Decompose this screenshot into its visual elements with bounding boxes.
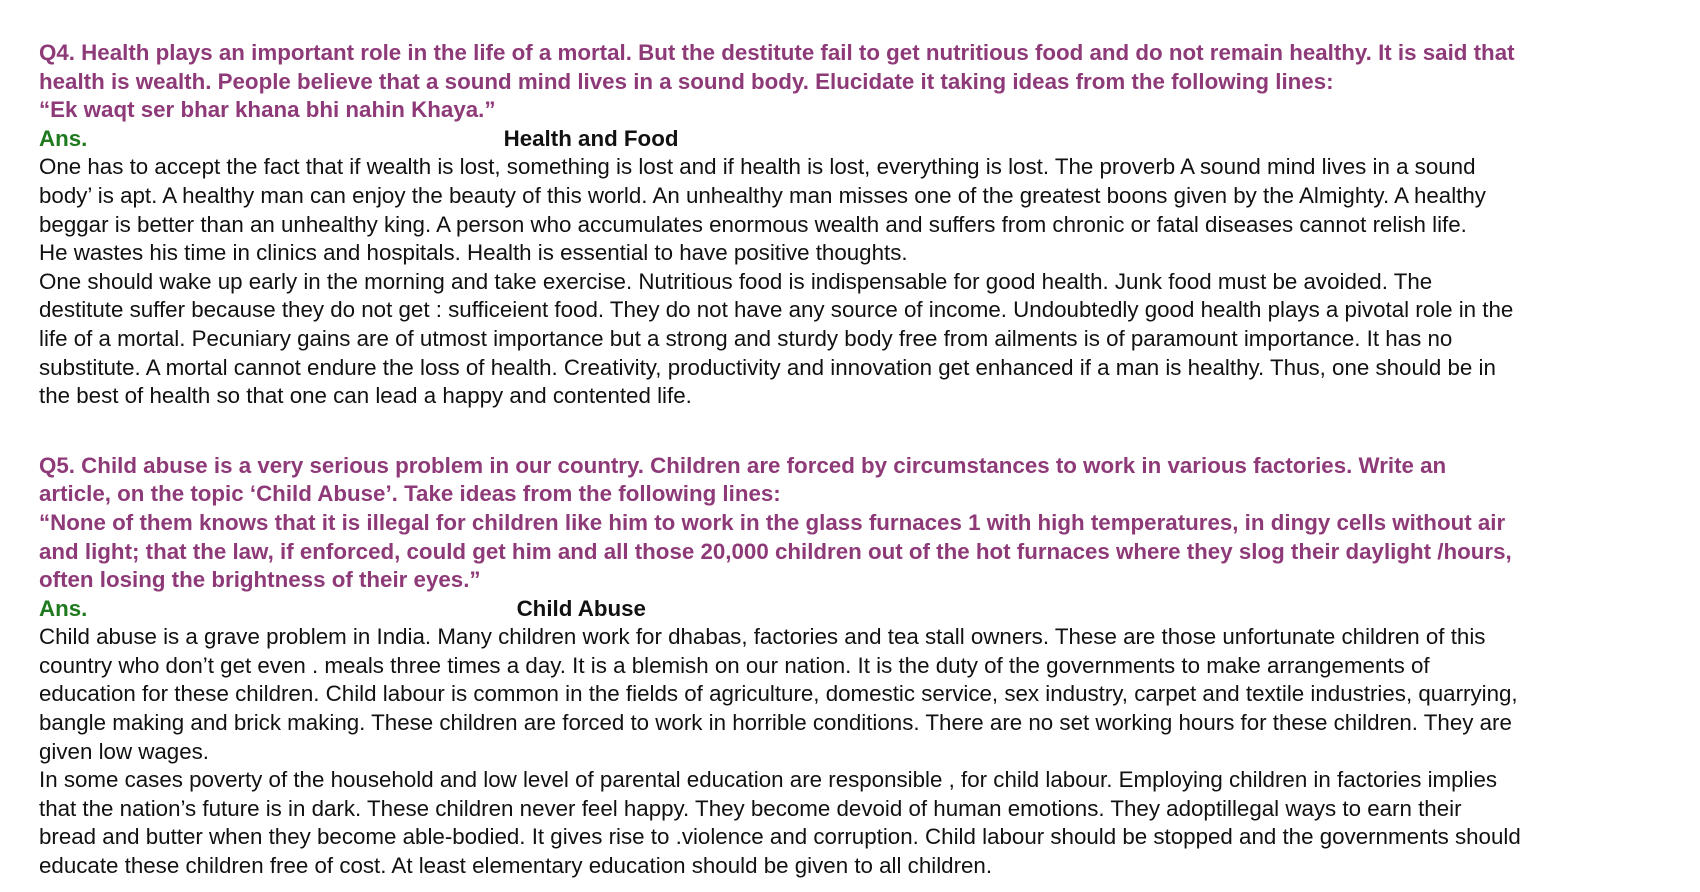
answer-line: In some cases poverty of the household and low level of parental education are responsible , for child labour. Employing children in factories implies <box>39 767 1498 793</box>
question-line: “Ek waqt ser bhar khana bhi nahin Khaya.” <box>39 97 496 123</box>
answer-line: bangle making and brick making. These children are forced to work in horrible conditions. There are no set working hours for these children. They are <box>39 710 1512 736</box>
answer-line: given low wages. <box>39 738 210 764</box>
answer-line: that the nation’s future is in dark. These children never feel happy. They become devoid of human emotions. They adoptillegal ways to earn their <box>39 795 1462 821</box>
section-spacer <box>39 411 1699 452</box>
question-line: article, on the topic ‘Child Abuse’. Take ideas from the following lines: <box>39 481 781 507</box>
question-line: and light; that the law, if enforced, could get him and all those 20,000 children out of the hot furnaces where they slog their daylight /hours, <box>39 538 1512 564</box>
answer-line: One has to accept the fact that if wealth is lost, something is lost and if health is lost, everything is lost. The proverb A sound mind lives in a sound <box>39 154 1476 180</box>
document-page <box>39 39 1699 881</box>
answer-line: education for these children. Child labour is common in the fields of agriculture, domestic service, sex industry, carpet and textile industries, quarrying, <box>39 681 1518 707</box>
answer-label: Ans. <box>39 595 88 621</box>
answer-body-q4 <box>39 153 1699 410</box>
answer-line: destitute suffer because they do not get : sufficeient food. They do not have any source of income. Undoubtedly good health plays a pivotal role in the <box>39 297 1514 323</box>
answer-body-q5 <box>39 623 1699 880</box>
answer-title: Child Abuse <box>516 595 646 621</box>
question-line: often losing the brightness of their eyes.” <box>39 567 481 593</box>
question-block-q5 <box>39 452 1699 595</box>
answer-line: He wastes his time in clinics and hospitals. Health is essential to have positive thoughts. <box>39 240 908 266</box>
answer-line: country who don’t get even . meals three times a day. It is a blemish on our nation. It is the duty of the governments to make arrangements of <box>39 652 1430 678</box>
answer-line: substitute. A mortal cannot endure the loss of health. Creativity, productivity and innovation get enhanced if a man is healthy. Thus, one should be in <box>39 354 1496 380</box>
answer-line: beggar is better than an unhealthy king. A person who accumulates enormous wealth and suffers from chronic or fatal diseases cannot relish life. <box>39 211 1467 237</box>
answer-line: the best of health so that one can lead a happy and contented life. <box>39 383 692 409</box>
answer-line: body’ is apt. A healthy man can enjoy the beauty of this world. An unhealthy man misses one of the greatest boons given by the Almighty. A healthy <box>39 182 1486 208</box>
answer-heading-q5 <box>39 595 1694 624</box>
answer-heading-q4 <box>39 125 1694 154</box>
answer-line: life of a mortal. Pecuniary gains are of utmost importance but a strong and sturdy body free from ailments is of paramount importance. It has no <box>39 325 1453 351</box>
question-block-q4 <box>39 39 1699 125</box>
answer-label: Ans. <box>39 125 88 151</box>
question-line: health is wealth. People believe that a sound mind lives in a sound body. Elucidate it taking ideas from the following lines: <box>39 68 1334 94</box>
answer-title: Health and Food <box>503 125 679 151</box>
answer-line: One should wake up early in the morning and take exercise. Nutritious food is indispensable for good health. Junk food must be avoided. The <box>39 268 1433 294</box>
answer-line: educate these children free of cost. At least elementary education should be given to all children. <box>39 853 993 879</box>
question-line: “None of them knows that it is illegal for children like him to work in the glass furnaces 1 with high temperatures, in dingy cells without air <box>39 509 1506 535</box>
answer-line: Child abuse is a grave problem in India. Many children work for dhabas, factories and tea stall owners. These are those unfortunate children of this <box>39 624 1486 650</box>
question-line: Q5. Child abuse is a very serious problem in our country. Children are forced by circumstances to work in various factories. Write an <box>39 452 1447 478</box>
answer-line: bread and butter when they become able-bodied. It gives rise to .violence and corruption. Child labour should be stopped and the governments should <box>39 824 1521 850</box>
question-line: Q4. Health plays an important role in the life of a mortal. But the destitute fail to get nutritious food and do not remain healthy. It is said that <box>39 40 1515 65</box>
